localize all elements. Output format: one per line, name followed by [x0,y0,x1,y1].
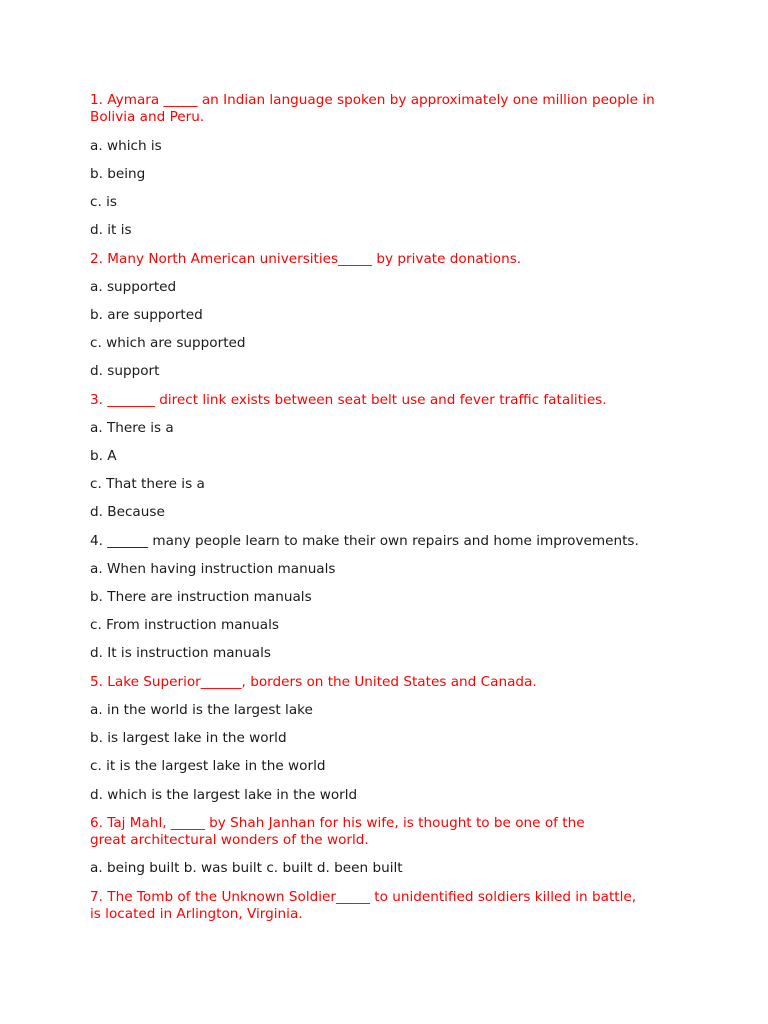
option-3a: a. There is a [90,420,174,436]
option-2d: d. support [90,363,160,379]
option-1d: d. it is [90,222,132,238]
options-6: a. being built b. was built c. built d. been built [90,860,403,876]
question-2: 2. Many North American universities_____ by private donations. [90,251,522,267]
question-1: 1. Aymara _____ an Indian language spoken by approximately one million people in Bolivia and Peru. [90,92,660,125]
option-5c: c. it is the largest lake in the world [90,758,326,774]
option-5d: d. which is the largest lake in the world [90,787,358,803]
option-3d: d. Because [90,504,165,520]
option-4c: c. From instruction manuals [90,617,279,633]
option-2b: b. are supported [90,307,203,323]
question-7-line2: is located in Arlington, Virginia. [90,906,303,922]
option-5a: a. in the world is the largest lake [90,702,313,718]
question-7-line1: 7. The Tomb of the Unknown Soldier_____ to unidentified soldiers killed in battle, [90,889,637,905]
option-4a: a. When having instruction manuals [90,561,336,577]
option-1c: c. is [90,194,117,210]
option-1a: a. which is [90,138,162,154]
option-3b: b. A [90,448,117,464]
option-2a: a. supported [90,279,177,295]
question-3: 3. _______ direct link exists between seat belt use and fever traffic fatalities. [90,392,607,408]
question-5: 5. Lake Superior______, borders on the United States and Canada. [90,674,537,690]
question-6-line2: great architectural wonders of the world. [90,832,369,848]
option-2c: c. which are supported [90,335,246,351]
option-3c: c. That there is a [90,476,205,492]
question-4: 4. ______ many people learn to make their own repairs and home improvements. [90,533,639,549]
option-1b: b. being [90,166,146,182]
question-6-line1: 6. Taj Mahl, _____ by Shah Janhan for his wife, is thought to be one of the [90,815,585,831]
option-4d: d. It is instruction manuals [90,645,271,661]
option-5b: b. is largest lake in the world [90,730,287,746]
option-4b: b. There are instruction manuals [90,589,312,605]
